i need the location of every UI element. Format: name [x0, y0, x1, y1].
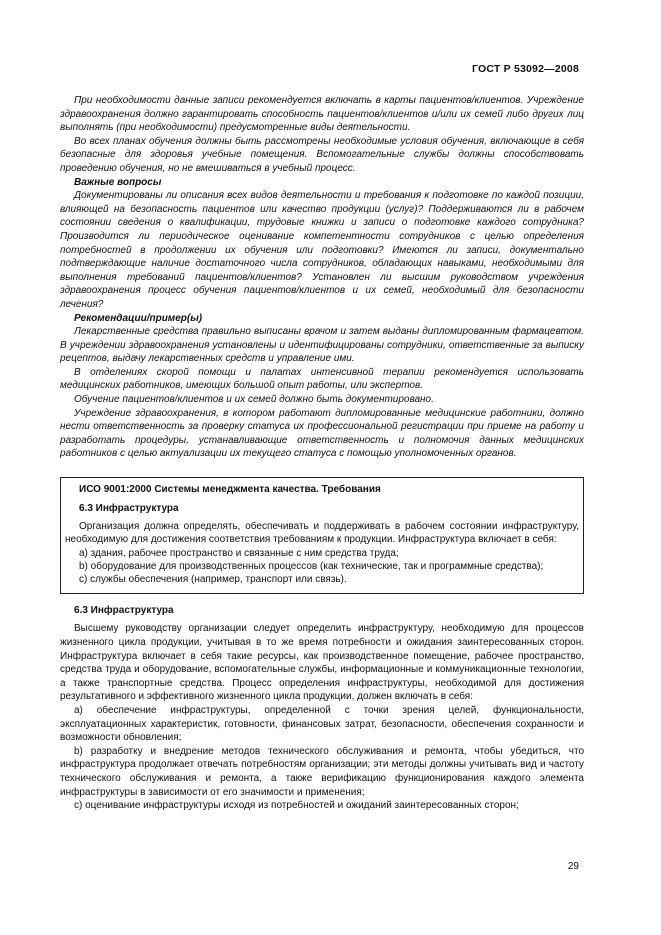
- list-item: с) службы обеспечения (например, транспорт или связь).: [79, 574, 347, 586]
- iso-list: [65, 547, 579, 587]
- paragraph: Лекарственные средства правильно выписаны врачом и затем выданы дипломированным фармацевтом. В учреждении здравоохранения установлены и идентифицированы сотрудники, ответственные за выписку рецептов, выдачу лекарственных средств и управление ими.: [60, 326, 584, 365]
- paragraph: Во всех планах обучения должны быть рассмотрены необходимые условия обучения, включающие в себя безопасные для здоровья учебные помещения. Вспомогательные службы должны способствовать проведению обучения, но не вмешиваться в учебный процесс.: [60, 135, 584, 174]
- recommendations-heading: Рекомендации/пример(ы): [74, 312, 203, 324]
- italic-commentary: [60, 94, 584, 461]
- guidance-heading: 6.3 Инфраструктура: [74, 604, 174, 616]
- paragraph: В отделениях скорой помощи и палатах интенсивной терапии рекомендуется использовать медицинских работников, имеющих большой опыт работы, или экспертов.: [60, 366, 584, 392]
- list-item: b) разработку и внедрение методов технического обслуживания и ремонта, чтобы убедиться, что инфраструктура продолжает отвечать потребностям организации; эти методы должны учитывать вид и частоту технического обслуживания и ремонта, а также верификацию функционирования каждого элемента инфраструктуры в зависимости от его значимости и применения;: [60, 745, 584, 798]
- list-item: с) оценивание инфраструктуры исходя из потребностей и ожиданий заинтересованных сторон;: [74, 800, 519, 812]
- iso-box-title: ИСО 9001:2000 Системы менеджмента качества. Требования: [79, 484, 381, 496]
- guidance-list: [60, 704, 584, 813]
- list-item: а) обеспечение инфраструктуры, определенной с точки зрения целей, функциональности, эксплуатационных характеристик, готовности, финансовых затрат, безопасности, обеспечения сохранности и возможности обновления;: [60, 705, 584, 744]
- paragraph: Учреждение здравоохранения, в котором работают дипломированные медицинские работники, должно нести ответственность за проверку статуса их профессиональной регистрации при приеме на работу и разработать процедуры, устанавливающие ответственность и полномочия данных медицинских работников с целью актуализации их текущего статуса с помощью уполномоченных органов.: [60, 407, 584, 460]
- list-item: а) здания, рабочее пространство и связанные с ним средства труда;: [79, 547, 399, 559]
- questions-heading: Важные вопросы: [74, 176, 162, 188]
- page-number: 29: [567, 861, 579, 872]
- guidance-section: [60, 604, 584, 813]
- questions-text: Документированы ли описания всех видов деятельности и требования к подготовке по каждой позиции, влияющей на безопасность пациентов или качество продукции (услуг)? Поддерживаются ли в рабочем состоянии сведения о квалификации, трудовые книжки и записи о подготовке каждого сотрудника? Производится ли периодическое оценивание компетентности сотрудников с целью определения потребностей в продолжении их обучения или подготовки? Имеются ли записи, документально подтверждающие наличие достаточного числа сотрудников, обладающих навыками, необходимыми для выполнения требований пациентов/клиентов? Установлен ли высшим руководством учреждения здравоохранения процесс обучения пациентов/клиентов и их семей, необходимый для безопасности лечения?: [60, 190, 584, 310]
- paragraph: Обучение пациентов/клиентов и их семей должно быть документировано.: [74, 394, 434, 406]
- page-content: [60, 94, 584, 813]
- guidance-intro: Высшему руководству организации следует определить инфраструктуру, необходимую для процессов жизненного цикла продукции, учитывая в то же время потребности и ожидания заинтересованных сторон. Инфраструктура включает в себя такие ресурсы, как производственное помещение, рабочее пространство, средства труда и оборудование, вспомогательные службы, информационные и коммуникационные технологии, а также транспортные средства. Процесс определения инфраструктуры, необходимой для достижения результативного и эффективного жизненного цикла продукции, должен включать в себя:: [60, 623, 584, 703]
- iso-intro: Организация должна определять, обеспечивать и поддерживать в рабочем состоянии инфраструктуру, необходимую для достижения соответствия требованиям к продукции. Инфраструктура включает в себя:: [65, 520, 579, 546]
- paragraph: При необходимости данные записи рекомендуется включать в карты пациентов/клиентов. Учреждение здравоохранения должно гарантировать способность пациентов/клиентов и/или их семей либо других лиц выполнять (при необходимости) предусмотренные виды деятельности.: [60, 95, 584, 134]
- list-item: b) оборудование для производственных процессов (как технические, так и программные средства);: [79, 561, 544, 573]
- iso-requirements-box: [60, 477, 584, 594]
- iso-section-heading: 6.3 Инфраструктура: [79, 503, 179, 515]
- document-id: ГОСТ Р 53092—2008: [471, 63, 579, 75]
